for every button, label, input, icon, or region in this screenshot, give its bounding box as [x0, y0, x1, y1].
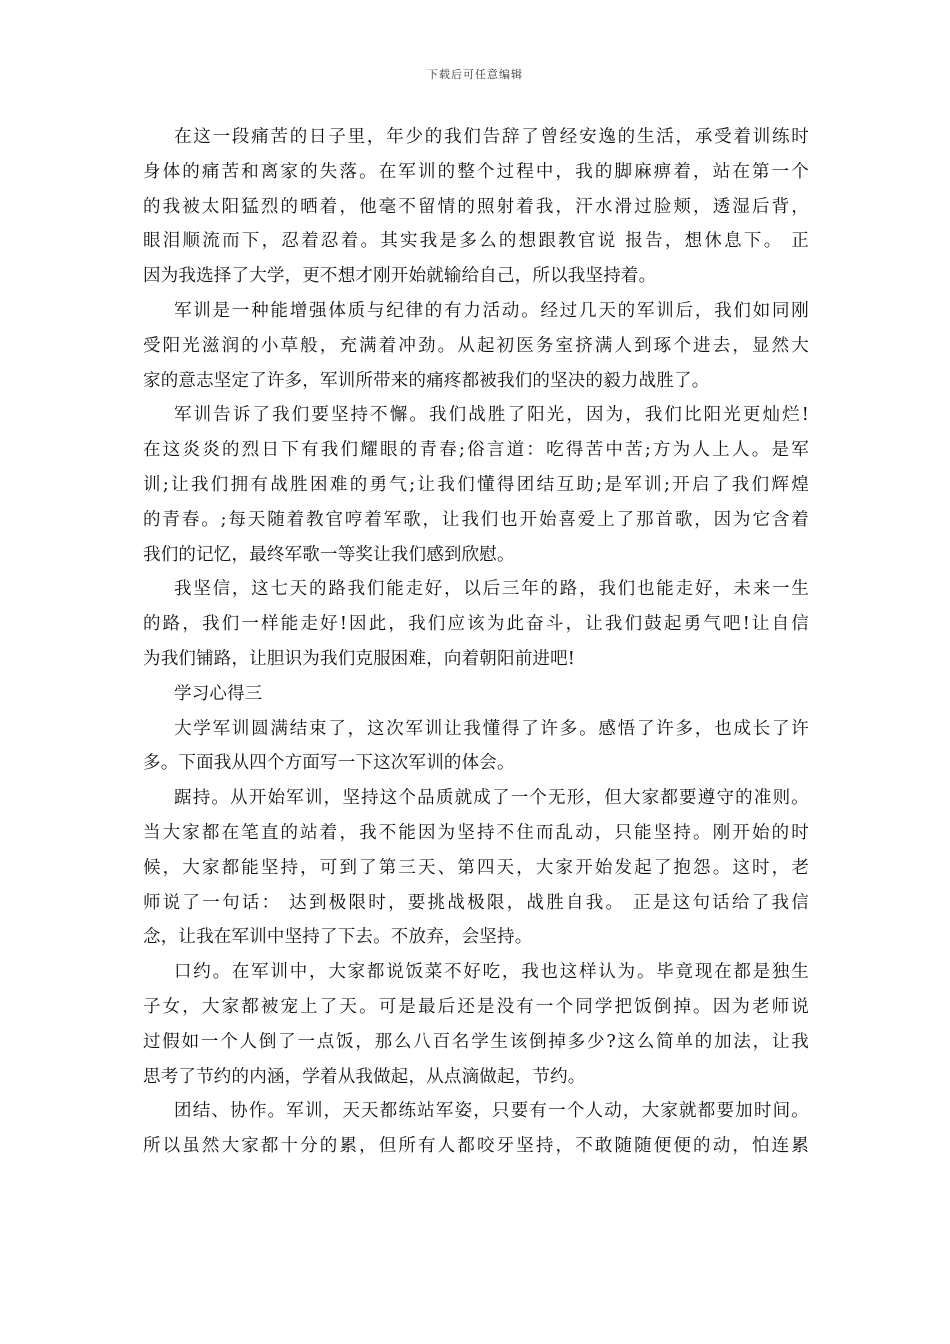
text-line: 的我被太阳猛烈的晒着，他毫不留情的照射着我，汗水滑过脸颊，透湿后背， — [143, 196, 809, 217]
text-line: 军训是一种能增强体质与纪律的有力活动。经过几天的军训后，我们如同刚 — [174, 300, 809, 321]
document-body — [143, 120, 809, 1164]
text-line: 学习心得三 — [174, 683, 263, 704]
text-line: 师说了一句话： 达到极限时，要挑战极限，战胜自我。 正是这句话给了我信 — [143, 892, 809, 913]
text-line: 为我们铺路，让胆识为我们克服困难，向着朝阳前进吧! — [143, 648, 576, 669]
text-line: 大学军训圆满结束了，这次军训让我懂得了许多。感悟了许多，也成长了许 — [174, 718, 809, 739]
page-header: 下载后可任意编辑 — [427, 68, 523, 81]
text-line: 在这一段痛苦的日子里，年少的我们告辞了曾经安逸的生活，承受着训练时 — [174, 127, 809, 147]
text-line: 踞持。从开始军训，坚持这个品质就成了一个无形，但大家都要遵守的准则。 — [174, 788, 809, 809]
text-line: 家的意志坚定了许多，军训所带来的痛疼都被我们的坚决的毅力战胜了。 — [143, 370, 710, 391]
text-line: 多。下面我从四个方面写一下这次军训的体会。 — [143, 753, 515, 774]
text-line: 受阳光滋润的小草般，充满着冲劲。从起初医务室挤满人到琢个进去，显然大 — [143, 335, 809, 356]
text-line: 因为我选择了大学，更不想才刚开始就输给自己，所以我坚持着。 — [143, 266, 657, 287]
text-line: 过假如一个人倒了一点饭，那么八百名学生该倒掉多少?这么简单的加法，让我 — [143, 1031, 809, 1052]
text-line: 团结、协作。军训，天天都练站军姿，只要有一个人动，大家就都要加时间。 — [174, 1101, 809, 1122]
text-line: 所以虽然大家都十分的累，但所有人都咬牙坚持，不敢随随便便的动，怕连累 — [143, 1136, 809, 1157]
text-line: 念，让我在军训中坚持了下去。不放弃，会坚持。 — [143, 927, 533, 948]
text-line: 候，大家都能坚持，可到了第三天、第四天，大家开始发起了抱怨。这时，老 — [143, 857, 809, 878]
text-line: 在这炎炎的烈日下有我们耀眼的青春;俗言道：吃得苦中苦;方为人上人。是军 — [143, 440, 809, 461]
text-line: 训;让我们拥有战胜困难的勇气;让我们懂得团结互助;是军训;开启了我们辉煌 — [143, 474, 809, 495]
text-line: 军训告诉了我们要坚持不懈。我们战胜了阳光，因为，我们比阳光更灿烂! — [174, 405, 809, 426]
text-line: 我们的记忆，最终军歌一等奖让我们感到欣慰。 — [143, 544, 515, 565]
text-line: 我坚信，这七天的路我们能走好，以后三年的路，我们也能走好，未来一生 — [174, 579, 809, 600]
text-line: 身体的痛苦和离家的失落。在军训的整个过程中，我的脚麻痹着，站在第一个 — [143, 161, 809, 182]
text-line: 当大家都在笔直的站着，我不能因为坚持不住而乱动，只能坚持。刚开始的时 — [143, 822, 809, 843]
text-line: 子女，大家都被宠上了天。可是最后还是没有一个同学把饭倒掉。因为老师说 — [143, 996, 809, 1017]
text-line: 思考了节约的内涵，学着从我做起，从点滴做起，节约。 — [143, 1066, 586, 1087]
text-line: 眼泪顺流而下，忍着忍着。其实我是多么的想跟教官说 报告，想休息下。 正 — [143, 231, 809, 252]
text-line: 的青春。;每天随着教官哼着军歌，让我们也开始喜爱上了那首歌，因为它含着 — [143, 509, 809, 530]
text-line: 口约。在军训中，大家都说饭菜不好吃，我也这样认为。毕竟现在都是独生 — [174, 962, 809, 983]
text-line: 的路，我们一样能走好!因此，我们应该为此奋斗，让我们鼓起勇气吧!让自信 — [143, 614, 809, 635]
